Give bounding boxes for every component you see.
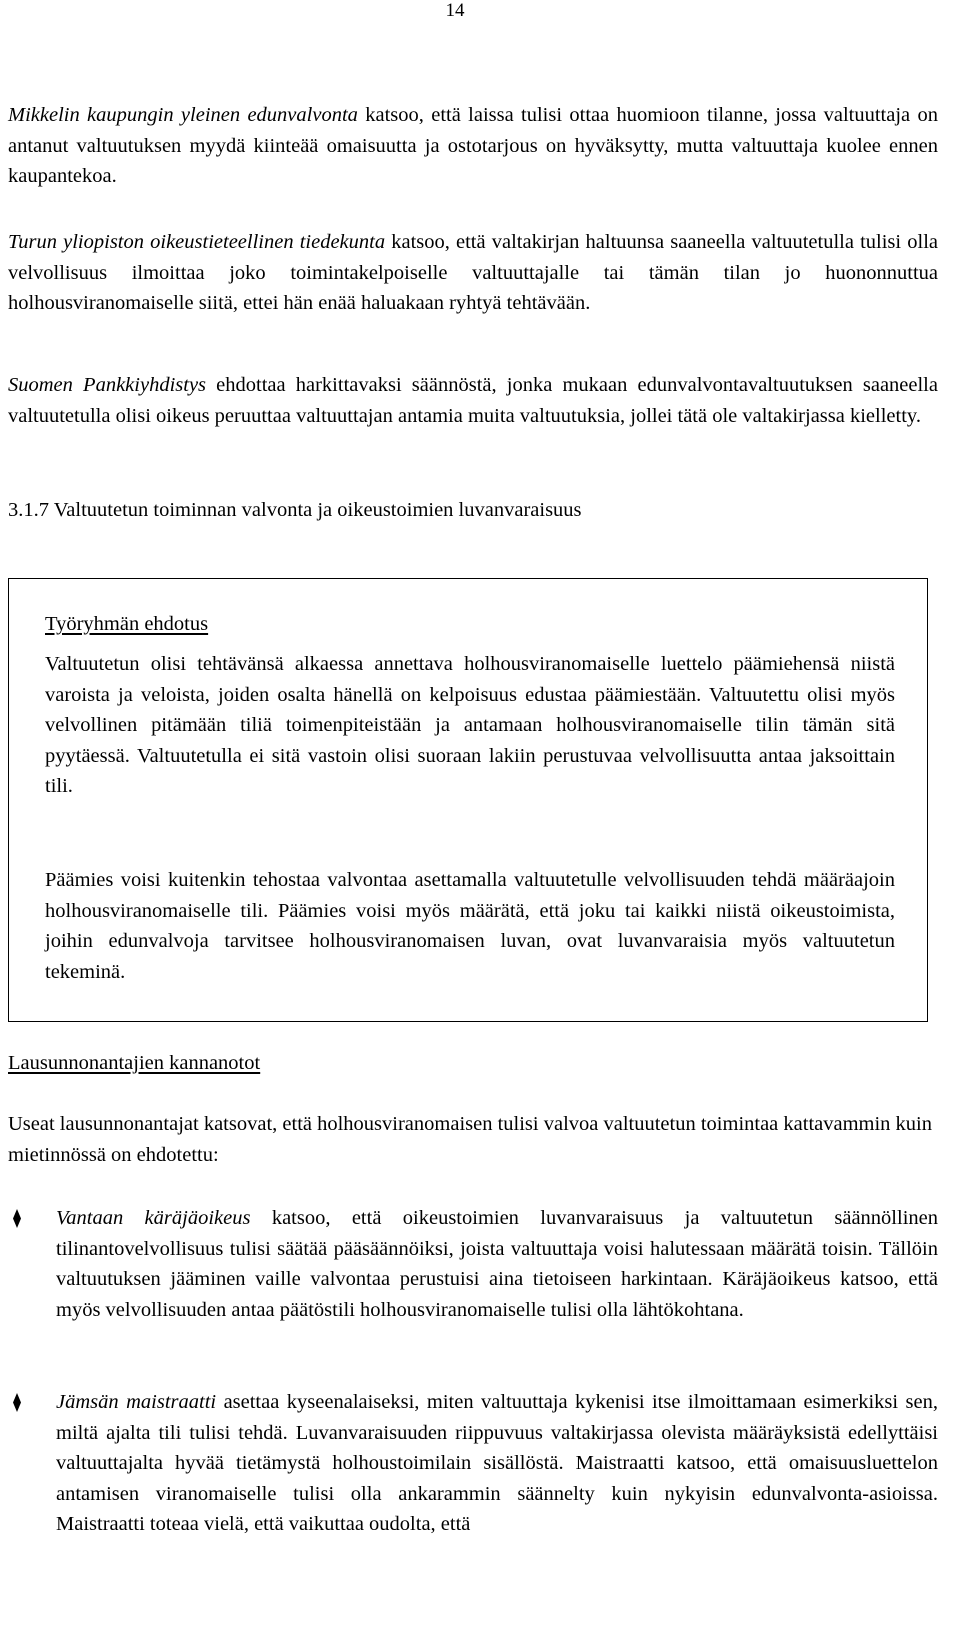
bullet-icon bbox=[12, 1393, 22, 1412]
organization-name: Mikkelin kaupungin yleinen edunvalvonta bbox=[8, 104, 358, 126]
organization-name: Suomen Pankkiyhdistys bbox=[8, 374, 207, 396]
paragraph-turku bbox=[8, 227, 938, 319]
statements-heading: Lausunnonantajien kannanotot bbox=[8, 1052, 261, 1074]
box-paragraph: Päämies voisi kuitenkin tehostaa valvontaa asettamalla valtuutetulle velvollisuuden tehdä määräajoin holhousviranomaiselle tili. Päämies voisi myös määrätä, että joku tai kaikki niistä oikeustoimista, joihin edunvalvoja tarvitsee holhousviranomaisen luvan, ovat luvanvaraisia myös valtuutetun tekeminä. bbox=[45, 869, 895, 983]
bullet-text bbox=[56, 1203, 938, 1325]
paragraph-pankkiyhdistys bbox=[8, 370, 938, 431]
page-number: 14 bbox=[445, 0, 465, 21]
organization-name: Vantaan käräjäoikeus bbox=[56, 1207, 251, 1229]
box-paragraph: Valtuutetun olisi tehtävänsä alkaessa annettava holhousviranomaiselle luettelo päämiehensä niistä varoista ja veloista, joiden osalta hänellä on kelpoisuus edustaa päämiestään. Valtuutettu olisi myös velvollinen pitämään tiliä toimenpiteistään ja antamaan holhousviranomaiselle tilin tämän sitä pyytäessä. Valtuutetulla ei sitä vastoin olisi suoraan lakiin perustuvaa velvollisuutta antaa jaksoittain tili. bbox=[45, 653, 895, 797]
paragraph-text: katsoo, että oikeustoimien luvanvaraisuus ja valtuutetun säännöllinen tilinantovelvollisuus tulisi säätää pääsäännöiksi, joista valtuuttaja voisi halutessaan määrätä toisin. Tällöin valtuutuksen jääminen vaille valvontaa perustuisi aina tietoiseen harkintaan. Käräjäoikeus katsoo, että myös velvollisuuden antaa päätöstili holhousviranomaiselle tulisi olla lähtökohtana. bbox=[56, 1207, 938, 1321]
bullet-text bbox=[56, 1387, 938, 1540]
paragraph-text: katsoo, että laissa tulisi ottaa huomioon tilanne, jossa valtuuttaja on antanut valtuutuksen myydä kiinteää omaisuutta ja ostotarjous on hyväksytty, mutta valtuuttaja kuolee ennen kaupantekoa. bbox=[8, 104, 938, 187]
proposal-box bbox=[8, 578, 928, 1022]
bullet-icon bbox=[12, 1209, 22, 1228]
box-title: Työryhmän ehdotus bbox=[45, 613, 209, 635]
organization-name: Turun yliopiston oikeustieteellinen tiedekunta bbox=[8, 231, 386, 253]
paragraph-text: ehdottaa harkittavaksi säännöstä, jonka mukaan edunvalvontavaltuutuksen saaneella valtuutetulla olisi oikeus peruuttaa valtuuttajan antamia muita valtuutuksia, jollei tätä ole valtakirjassa kielletty. bbox=[8, 374, 938, 427]
paragraph-mikkeli bbox=[8, 100, 938, 192]
section-heading: 3.1.7 Valtuutetun toiminnan valvonta ja oikeustoimien luvanvaraisuus bbox=[8, 499, 582, 521]
paragraph-text: katsoo, että valtakirjan haltuunsa saaneella valtuutetulla tulisi olla velvollisuus ilmoittaa joko toimintakelpoiselle valtuuttajalle tai tämän tilan jo huononnuttua holhousviranomaiselle siitä, ettei hän enää haluakaan ryhtyä tehtävään. bbox=[8, 231, 938, 314]
statements-intro: Useat lausunnonantajat katsovat, että holhousviranomaisen tulisi valvoa valtuutetun toimintaa kattavammin kuin mietinnössä on ehdotettu: bbox=[8, 1113, 933, 1166]
organization-name: Jämsän maistraatti bbox=[56, 1391, 217, 1413]
paragraph-text: asettaa kyseenalaiseksi, miten valtuuttaja kykenisi itse ilmoittamaan esimerkiksi sen, miltä ajalta tili tulisi tehdä. Luvanvaraisuuden riippuvuus valtakirjassa olevista määräyksistä edellyttäisi valtuuttajalta hyvää tietämystä holhoustoimilain sisällöstä. Maistraatti katsoo, että omaisuusluettelon antamisen viranomaiselle tulisi olla ankarammin säännelty kuin nykyisin edunvalvonta-asioissa. Maistraatti toteaa vielä, että vaikuttaa oudolta, että bbox=[56, 1391, 938, 1535]
